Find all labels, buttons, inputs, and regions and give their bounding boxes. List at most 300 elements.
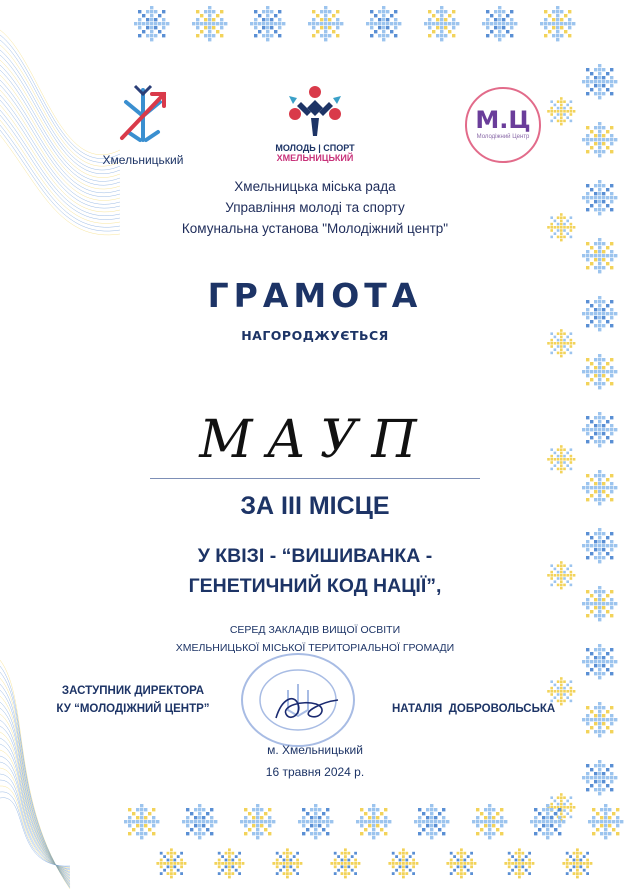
embroidery-stitch bbox=[312, 10, 315, 13]
embroidery-stitch bbox=[566, 696, 569, 699]
embroidery-stitch bbox=[594, 532, 597, 535]
embroidery-stitch bbox=[579, 872, 582, 875]
embroidery-stitch bbox=[167, 865, 170, 868]
embroidery-stitch bbox=[542, 820, 545, 823]
embroidery-stitch bbox=[563, 700, 566, 703]
embroidery-stitch bbox=[142, 30, 145, 33]
embroidery-stitch bbox=[434, 824, 437, 827]
embroidery-stitch bbox=[228, 848, 231, 851]
embroidery-stitch bbox=[186, 824, 189, 827]
embroidery-stitch bbox=[370, 34, 373, 37]
embroidery-stitch bbox=[602, 80, 605, 83]
embroidery-stitch bbox=[496, 828, 499, 831]
embroidery-stitch bbox=[212, 18, 215, 21]
embroidery-stitch bbox=[610, 366, 613, 369]
embroidery-stitch bbox=[180, 862, 183, 865]
embroidery-stitch bbox=[395, 855, 398, 858]
embroidery-stitch bbox=[402, 852, 405, 855]
embroidery-stitch bbox=[546, 804, 549, 807]
embroidery-stitch bbox=[552, 26, 555, 29]
embroidery-stitch bbox=[476, 820, 479, 823]
embroidery-stitch bbox=[530, 820, 533, 823]
embroidery-stitch bbox=[152, 808, 155, 811]
youth-center-caption: Молодіжний Центр bbox=[476, 134, 530, 140]
embroidery-stitch bbox=[554, 806, 557, 809]
embroidery-stitch bbox=[598, 528, 601, 531]
embroidery-stitch bbox=[293, 869, 296, 872]
youth-sport-city-caption: ХМЕЛЬНИЦЬКИЙ bbox=[276, 153, 354, 163]
embroidery-stitch bbox=[144, 816, 147, 819]
embroidery-stitch bbox=[336, 22, 339, 25]
embroidery-stitch bbox=[314, 812, 317, 815]
embroidery-stitch bbox=[206, 828, 209, 831]
embroidery-stitch bbox=[384, 820, 387, 823]
embroidery-stitch bbox=[620, 820, 623, 823]
embroidery-stitch bbox=[154, 22, 157, 25]
embroidery-stitch bbox=[602, 76, 605, 79]
youth-center-logo bbox=[462, 84, 544, 166]
embroidery-stitch bbox=[594, 482, 597, 485]
embroidery-stitch bbox=[494, 26, 497, 29]
embroidery-stitch bbox=[579, 852, 582, 855]
embroidery-stitch bbox=[594, 142, 597, 145]
embroidery-stitch bbox=[498, 10, 501, 13]
embroidery-stitch bbox=[560, 22, 563, 25]
embroidery-stitch bbox=[560, 113, 563, 116]
embroidery-stitch bbox=[202, 808, 205, 811]
embroidery-stitch bbox=[557, 107, 560, 110]
embroidery-stitch bbox=[598, 72, 601, 75]
embroidery-stitch bbox=[231, 865, 234, 868]
embroidery-stitch bbox=[378, 34, 381, 37]
embroidery-stitch bbox=[336, 18, 339, 21]
embroidery-stitch bbox=[542, 816, 545, 819]
embroidery-stitch bbox=[590, 362, 593, 365]
embroidery-stitch bbox=[200, 14, 203, 17]
embroidery-stitch bbox=[453, 855, 456, 858]
embroidery-stitch bbox=[438, 828, 441, 831]
embroidery-stitch bbox=[248, 828, 251, 831]
embroidery-stitch bbox=[463, 872, 466, 875]
document-city: м. Хмельницький bbox=[267, 743, 363, 757]
embroidery-stitch bbox=[382, 14, 385, 17]
embroidery-stitch bbox=[256, 808, 259, 811]
embroidery-stitch bbox=[238, 852, 241, 855]
embroidery-stitch bbox=[614, 718, 617, 721]
embroidery-stitch bbox=[525, 862, 528, 865]
embroidery-stitch bbox=[460, 869, 463, 872]
embroidery-stitch bbox=[414, 820, 417, 823]
embroidery-stitch bbox=[283, 852, 286, 855]
embroidery-stitch bbox=[586, 134, 589, 137]
embroidery-stitch bbox=[160, 852, 163, 855]
embroidery-stitch bbox=[240, 820, 243, 823]
embroidery-stitch bbox=[486, 22, 489, 25]
embroidery-stitch bbox=[496, 812, 499, 815]
embroidery-stitch bbox=[272, 862, 275, 865]
embroidery-stitch bbox=[566, 862, 569, 865]
embroidery-stitch bbox=[556, 26, 559, 29]
embroidery-stitch bbox=[416, 862, 419, 865]
embroidery-stitch bbox=[453, 869, 456, 872]
embroidery-stitch bbox=[254, 22, 257, 25]
embroidery-stitch bbox=[278, 34, 281, 37]
embroidery-stitch bbox=[554, 828, 557, 831]
embroidery-stitch bbox=[170, 869, 173, 872]
embroidery-stitch bbox=[569, 869, 572, 872]
embroidery-stitch bbox=[586, 382, 589, 385]
embroidery-stitch bbox=[558, 820, 561, 823]
embroidery-stitch bbox=[208, 10, 211, 13]
embroidery-stitch bbox=[132, 812, 135, 815]
embroidery-stitch bbox=[576, 862, 579, 865]
embroidery-stitch bbox=[170, 848, 173, 851]
embroidery-stitch bbox=[208, 26, 211, 29]
embroidery-stitch bbox=[474, 862, 477, 865]
embroidery-stitch bbox=[341, 865, 344, 868]
embroidery-stitch bbox=[573, 110, 576, 113]
embroidery-stitch bbox=[382, 18, 385, 21]
embroidery-stitch bbox=[162, 34, 165, 37]
embroidery-stitch bbox=[556, 18, 559, 21]
embroidery-stitch bbox=[177, 862, 180, 865]
embroidery-stitch bbox=[289, 862, 292, 865]
embroidery-stitch bbox=[500, 816, 503, 819]
embroidery-stitch bbox=[266, 34, 269, 37]
embroidery-stitch bbox=[354, 859, 357, 862]
award-among-line-1: СЕРЕД ЗАКЛАДІВ ВИЩОЇ ОСВІТИ bbox=[229, 624, 401, 636]
embroidery-stitch bbox=[150, 14, 153, 17]
embroidery-stitch bbox=[150, 18, 153, 21]
embroidery-stitch bbox=[260, 816, 263, 819]
embroidery-stitch bbox=[557, 113, 560, 116]
embroidery-stitch bbox=[167, 852, 170, 855]
embroidery-stitch bbox=[532, 862, 535, 865]
embroidery-stitch bbox=[428, 22, 431, 25]
embroidery-stitch bbox=[244, 824, 247, 827]
embroidery-stitch bbox=[266, 22, 269, 25]
embroidery-stitch bbox=[198, 828, 201, 831]
embroidery-stitch bbox=[604, 824, 607, 827]
embroidery-stitch bbox=[508, 852, 511, 855]
embroidery-stitch bbox=[518, 872, 521, 875]
embroidery-stitch bbox=[554, 690, 557, 693]
embroidery-stitch bbox=[374, 14, 377, 17]
embroidery-stitch bbox=[150, 6, 153, 9]
embroidery-stitch bbox=[412, 872, 415, 875]
embroidery-stitch bbox=[228, 872, 231, 875]
embroidery-stitch bbox=[136, 816, 139, 819]
embroidery-stitch bbox=[254, 26, 257, 29]
embroidery-stitch bbox=[560, 796, 563, 799]
embroidery-stitch bbox=[570, 100, 573, 103]
embroidery-stitch bbox=[386, 34, 389, 37]
embroidery-stitch bbox=[592, 824, 595, 827]
embroidery-stitch bbox=[484, 820, 487, 823]
embroidery-stitch bbox=[428, 18, 431, 21]
embroidery-stitch bbox=[570, 816, 573, 819]
embroidery-stitch bbox=[554, 696, 557, 699]
embroidery-stitch bbox=[586, 872, 589, 875]
embroidery-stitch bbox=[402, 848, 405, 851]
embroidery-stitch bbox=[268, 832, 271, 835]
embroidery-stitch bbox=[598, 382, 601, 385]
embroidery-stitch bbox=[399, 852, 402, 855]
embroidery-stitch bbox=[558, 808, 561, 811]
embroidery-stitch bbox=[432, 14, 435, 17]
embroidery-stitch bbox=[380, 820, 383, 823]
embroidery-stitch bbox=[244, 808, 247, 811]
embroidery-stitch bbox=[320, 34, 323, 37]
embroidery-stitch bbox=[360, 820, 363, 823]
embroidery-stitch bbox=[488, 824, 491, 827]
embroidery-stitch bbox=[460, 876, 463, 879]
embroidery-stitch bbox=[198, 812, 201, 815]
embroidery-stitch bbox=[268, 824, 271, 827]
wave-line-bottom bbox=[0, 702, 70, 882]
embroidery-stitch bbox=[594, 250, 597, 253]
embroidery-stitch bbox=[328, 26, 331, 29]
embroidery-stitch bbox=[488, 816, 491, 819]
embroidery-stitch bbox=[610, 374, 613, 377]
embroidery-stitch bbox=[395, 862, 398, 865]
embroidery-stitch bbox=[573, 872, 576, 875]
embroidery-stitch bbox=[438, 820, 441, 823]
embroidery-stitch bbox=[556, 6, 559, 9]
embroidery-stitch bbox=[594, 266, 597, 269]
embroidery-stitch bbox=[344, 848, 347, 851]
embroidery-stitch bbox=[452, 34, 455, 37]
embroidery-stitch bbox=[554, 104, 557, 107]
embroidery-stitch bbox=[606, 246, 609, 249]
embroidery-stitch bbox=[590, 370, 593, 373]
embroidery-stitch bbox=[602, 84, 605, 87]
embroidery-stitch bbox=[560, 803, 563, 806]
embroidery-stitch bbox=[518, 855, 521, 858]
embroidery-stitch bbox=[560, 348, 563, 351]
embroidery-stitch bbox=[252, 808, 255, 811]
embroidery-stitch bbox=[430, 824, 433, 827]
embroidery-stitch bbox=[563, 110, 566, 113]
embroidery-stitch bbox=[310, 816, 313, 819]
embroidery-stitch bbox=[606, 602, 609, 605]
embroidery-stitch bbox=[225, 862, 228, 865]
embroidery-stitch bbox=[148, 828, 151, 831]
embroidery-stitch bbox=[128, 820, 131, 823]
embroidery-stitch bbox=[590, 262, 593, 265]
embroidery-stitch bbox=[162, 18, 165, 21]
embroidery-stitch bbox=[586, 532, 589, 535]
embroidery-stitch bbox=[376, 824, 379, 827]
embroidery-stitch bbox=[266, 18, 269, 21]
embroidery-stitch bbox=[598, 88, 601, 91]
embroidery-stitch bbox=[192, 22, 195, 25]
embroidery-stitch bbox=[388, 862, 391, 865]
embroidery-stitch bbox=[560, 680, 563, 683]
embroidery-stitch bbox=[374, 30, 377, 33]
embroidery-stitch bbox=[354, 865, 357, 868]
embroidery-stitch bbox=[214, 862, 217, 865]
embroidery-stitch bbox=[440, 22, 443, 25]
embroidery-stitch bbox=[166, 22, 169, 25]
embroidery-stitch bbox=[457, 859, 460, 862]
embroidery-stitch bbox=[550, 110, 553, 113]
embroidery-stitch bbox=[488, 836, 491, 839]
embroidery-stitch bbox=[616, 816, 619, 819]
embroidery-stitch bbox=[260, 832, 263, 835]
embroidery-stitch bbox=[598, 154, 601, 157]
embroidery-stitch bbox=[252, 824, 255, 827]
embroidery-stitch bbox=[594, 242, 597, 245]
embroidery-stitch bbox=[460, 872, 463, 875]
embroidery-stitch bbox=[324, 22, 327, 25]
embroidery-stitch bbox=[372, 812, 375, 815]
embroidery-stitch bbox=[590, 80, 593, 83]
embroidery-stitch bbox=[456, 22, 459, 25]
embroidery-stitch bbox=[610, 142, 613, 145]
embroidery-stitch bbox=[440, 6, 443, 9]
embroidery-stitch bbox=[154, 26, 157, 29]
embroidery-stitch bbox=[220, 18, 223, 21]
embroidery-stitch bbox=[467, 869, 470, 872]
embroidery-stitch bbox=[238, 859, 241, 862]
embroidery-stitch bbox=[344, 869, 347, 872]
embroidery-stitch bbox=[547, 690, 550, 693]
embroidery-stitch bbox=[557, 110, 560, 113]
embroidery-stitch bbox=[542, 808, 545, 811]
embroidery-stitch bbox=[216, 30, 219, 33]
embroidery-stitch bbox=[570, 352, 573, 355]
recipient-handwritten: МАУП bbox=[199, 410, 431, 470]
embroidery-stitch bbox=[510, 10, 513, 13]
embroidery-stitch bbox=[563, 113, 566, 116]
embroidery-stitch bbox=[150, 38, 153, 41]
embroidery-stitch bbox=[210, 820, 213, 823]
embroidery-stitch bbox=[152, 832, 155, 835]
embroidery-stitch bbox=[586, 80, 589, 83]
embroidery-stitch bbox=[598, 80, 601, 83]
wave-line-bottom bbox=[0, 690, 70, 884]
embroidery-stitch bbox=[268, 820, 271, 823]
embroidery-stitch bbox=[186, 808, 189, 811]
embroidery-stitch bbox=[515, 859, 518, 862]
embroidery-stitch bbox=[341, 862, 344, 865]
embroidery-stitch bbox=[405, 852, 408, 855]
embroidery-stitch bbox=[606, 660, 609, 663]
embroidery-stitch bbox=[582, 660, 585, 663]
embroidery-stitch bbox=[598, 482, 601, 485]
embroidery-stitch bbox=[152, 824, 155, 827]
embroidery-stitch bbox=[590, 710, 593, 713]
embroidery-stitch bbox=[586, 474, 589, 477]
embroidery-stitch bbox=[592, 808, 595, 811]
embroidery-stitch bbox=[568, 34, 571, 37]
embroidery-stitch bbox=[320, 18, 323, 21]
embroidery-stitch bbox=[498, 38, 501, 41]
embroidery-stitch bbox=[244, 816, 247, 819]
embroidery-stitch bbox=[560, 110, 563, 113]
embroidery-stitch bbox=[538, 828, 541, 831]
embroidery-stitch bbox=[318, 832, 321, 835]
embroidery-stitch bbox=[430, 816, 433, 819]
embroidery-stitch bbox=[208, 30, 211, 33]
embroidery-stitch bbox=[308, 22, 311, 25]
embroidery-stitch bbox=[138, 10, 141, 13]
embroidery-stitch bbox=[336, 26, 339, 29]
embroidery-stitch bbox=[436, 34, 439, 37]
embroidery-stitch bbox=[140, 804, 143, 807]
embroidery-stitch bbox=[548, 22, 551, 25]
embroidery-stitch bbox=[576, 872, 579, 875]
award-quiz-line-2: ГЕНЕТИЧНИЙ КОД НАЦІЇ”, bbox=[188, 575, 442, 597]
embroidery-stitch bbox=[586, 718, 589, 721]
embroidery-stitch bbox=[198, 836, 201, 839]
award-quiz-line-1: У КВІЗІ - “ВИШИВАНКА - bbox=[197, 545, 433, 567]
embroidery-stitch bbox=[221, 869, 224, 872]
embroidery-stitch bbox=[463, 865, 466, 868]
embroidery-stitch bbox=[486, 18, 489, 21]
embroidery-stitch bbox=[560, 97, 563, 100]
embroidery-stitch bbox=[382, 10, 385, 13]
embroidery-stitch bbox=[432, 22, 435, 25]
embroidery-stitch bbox=[376, 816, 379, 819]
embroidery-stitch bbox=[598, 316, 601, 319]
embroidery-stitch bbox=[428, 34, 431, 37]
embroidery-stitch bbox=[140, 832, 143, 835]
embroidery-stitch bbox=[560, 26, 563, 29]
embroidery-stitch bbox=[457, 862, 460, 865]
embroidery-stitch bbox=[370, 10, 373, 13]
embroidery-stitch bbox=[364, 812, 367, 815]
embroidery-stitch bbox=[138, 34, 141, 37]
embroidery-stitch bbox=[563, 690, 566, 693]
embroidery-stitch bbox=[521, 865, 524, 868]
embroidery-stitch bbox=[542, 824, 545, 827]
embroidery-stitch bbox=[598, 532, 601, 535]
embroidery-stitch bbox=[470, 852, 473, 855]
embroidery-stitch bbox=[602, 482, 605, 485]
embroidery-stitch bbox=[398, 22, 401, 25]
embroidery-stitch bbox=[170, 852, 173, 855]
embroidery-stitch bbox=[573, 862, 576, 865]
embroidery-stitch bbox=[444, 18, 447, 21]
embroidery-stitch bbox=[492, 832, 495, 835]
embroidery-stitch bbox=[534, 832, 537, 835]
embroidery-stitch bbox=[566, 800, 569, 803]
embroidery-stitch bbox=[206, 820, 209, 823]
embroidery-stitch bbox=[528, 859, 531, 862]
embroidery-stitch bbox=[376, 820, 379, 823]
embroidery-stitch bbox=[405, 862, 408, 865]
embroidery-stitch bbox=[560, 352, 563, 355]
embroidery-stitch bbox=[556, 34, 559, 37]
embroidery-stitch bbox=[262, 10, 265, 13]
embroidery-stitch bbox=[521, 862, 524, 865]
embroidery-stitch bbox=[602, 142, 605, 145]
embroidery-stitch bbox=[382, 38, 385, 41]
embroidery-stitch bbox=[594, 68, 597, 71]
embroidery-stitch bbox=[360, 832, 363, 835]
embroidery-stitch bbox=[586, 242, 589, 245]
embroidery-stitch bbox=[221, 855, 224, 858]
embroidery-stitch bbox=[560, 684, 563, 687]
embroidery-stitch bbox=[260, 824, 263, 827]
embroidery-stitch bbox=[566, 104, 569, 107]
embroidery-stitch bbox=[452, 26, 455, 29]
embroidery-stitch bbox=[598, 676, 601, 679]
embroidery-stitch bbox=[598, 134, 601, 137]
embroidery-stitch bbox=[293, 862, 296, 865]
